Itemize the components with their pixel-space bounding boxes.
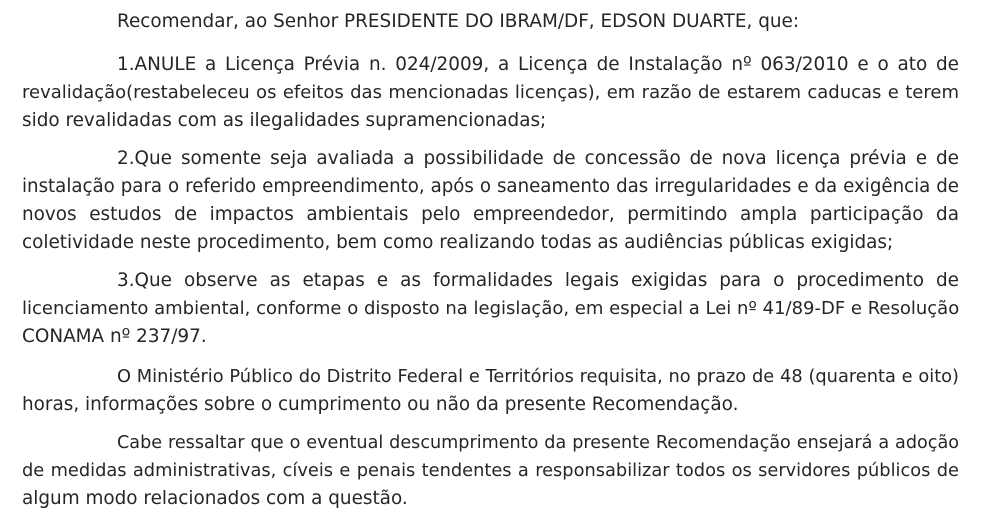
item-3-line-2: licenciamento ambiental, conforme o disposto na legislação, em especial a Lei nº 41/89-DF e Resolução — [22, 298, 960, 319]
item-2-line-2: instalação para o referido empreendimento, após o saneamento das irregularidades e da exigência de — [22, 176, 959, 197]
item-2-line-3: novos estudos de impactos ambientais pelo empreendedor, permitindo ampla participação da — [22, 204, 959, 225]
item-2-line-1: 2.Que somente seja avaliada a possibilidade de concessão de nova licença prévia e de — [117, 148, 959, 169]
item-1-line-3: sido revalidadas com as ilegalidades supramencionadas; — [22, 110, 547, 131]
item-1-line-1: 1.ANULE a Licença Prévia n. 024/2009, a Licença de Instalação nº 063/2010 e o ato de — [117, 54, 959, 75]
item-3-line-1: 3.Que observe as etapas e as formalidades legais exigidas para o procedimento de — [117, 270, 959, 291]
item-2-line-4: coletividade neste procedimento, bem como realizando todas as audiências públicas exigidas; — [22, 232, 894, 253]
ministerio-line-2: horas, informações sobre o cumprimento ou não da presente Recomendação. — [22, 394, 739, 415]
ressalva-line-2: de medidas administrativas, cíveis e penais tendentes a responsabilizar todos os servidores públicos de — [22, 460, 959, 481]
intro-line-1: Recomendar, ao Senhor PRESIDENTE DO IBRAM/DF, EDSON DUARTE, que: — [117, 11, 800, 32]
ministerio-line-1: O Ministério Público do Distrito Federal e Territórios requisita, no prazo de 48 (quarenta e oito) — [117, 366, 959, 387]
item-3-line-3: CONAMA nº 237/97. — [22, 326, 207, 347]
ressalva-line-3: algum modo relacionados com a questão. — [22, 488, 408, 509]
item-1-line-2: revalidação(restabeleceu os efeitos das mencionadas licenças), em razão de estarem caducas e terem — [22, 82, 959, 103]
ressalva-line-1: Cabe ressaltar que o eventual descumprimento da presente Recomendação ensejará a adoção — [117, 433, 959, 453]
